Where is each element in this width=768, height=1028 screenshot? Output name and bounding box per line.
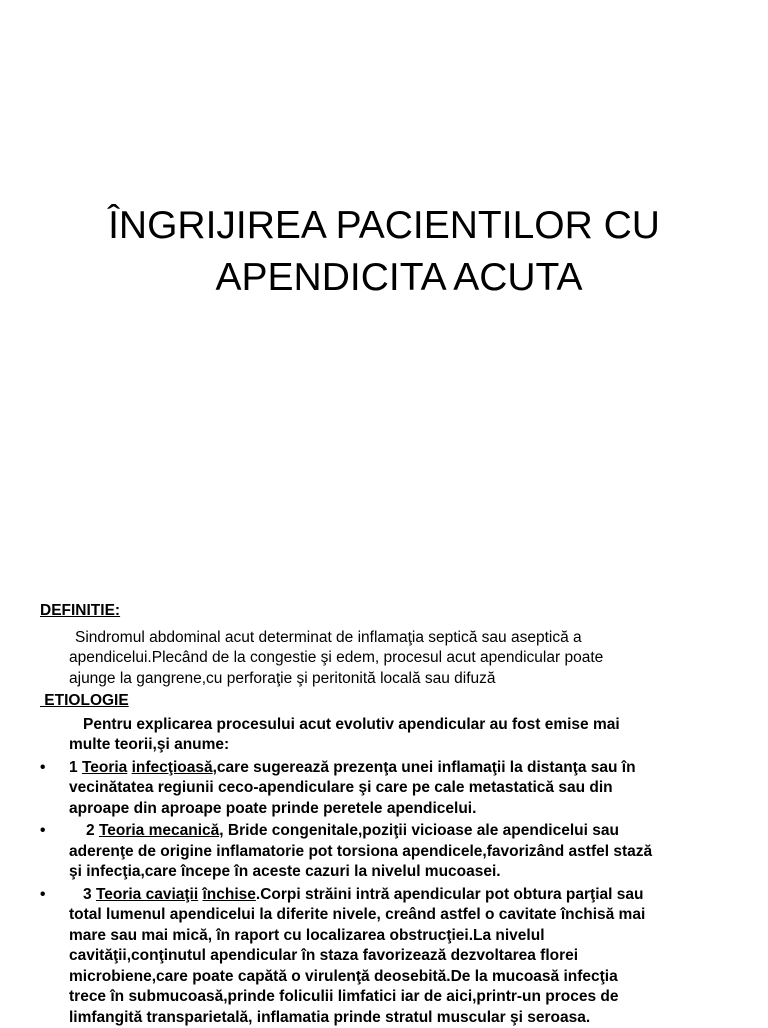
theory-line: limfangită transparietală, inflamatia prinde stratul muscular şi seroasa. <box>69 1008 730 1028</box>
etiologie-intro <box>40 715 730 756</box>
bullet-icon: • <box>40 885 60 906</box>
theory-line: aproape din aproape poate prinde peretele apendicelui. <box>69 799 730 820</box>
theory-name: Teoria caviaţii <box>96 886 198 903</box>
theory-line: şi infecţia,care începe în aceste cazuri la nivelul mucoasei. <box>69 862 730 883</box>
theory-name: infecţioasă <box>132 759 213 776</box>
etiologie-heading: ETIOLOGIE <box>40 691 730 712</box>
theory-line: trece în submucoasă,prinde foliculii limfatici iar de aici,printr-un proces de <box>69 987 730 1008</box>
theory-text: .Corpi străini intră apendicular pot obtura parţial sau <box>256 886 644 903</box>
definitie-paragraph <box>40 628 730 690</box>
title-line-2: APENDICITA ACUTA <box>0 252 768 304</box>
theory-number: 1 <box>69 759 78 776</box>
theory-line: mare sau mai mică, în raport cu localizarea obstrucţiei.La nivelul <box>69 926 730 947</box>
document-title <box>0 200 768 304</box>
theory-item-2 <box>40 821 730 883</box>
bullet-icon: • <box>40 758 60 779</box>
theory-number: 3 <box>83 886 92 903</box>
theory-line: cavităţii,conţinutul apendicular în staza favorizează dezvoltarea florei <box>69 946 730 967</box>
definitie-line: Sindromul abdominal acut determinat de inflamaţia septică sau aseptică a <box>69 628 730 649</box>
definitie-heading: DEFINITIE: <box>40 601 730 622</box>
title-line-1: ÎNGRIJIREA PACIENTILOR CU <box>0 200 768 252</box>
theory-item-3 <box>40 885 730 1028</box>
definitie-line: ajunge la gangrene,cu perforaţie şi peritonită locală sau difuză <box>69 669 730 690</box>
document-body <box>40 601 730 1028</box>
theory-line: vecinătatea regiunii ceco-apendiculare şi care pe cale metastatică sau din <box>69 778 730 799</box>
theory-line: total lumenul apendicelui la diferite nivele, creând astfel o cavitate închisă mai <box>69 905 730 926</box>
theory-line: aderenţe de origine inflamatorie pot torsiona apendicele,favorizând astfel stază <box>69 842 730 863</box>
theory-text: Bride congenitale,poziţii vicioase ale apendicelui sau <box>224 822 619 839</box>
theory-item-1 <box>40 758 730 820</box>
theory-line: microbiene,care poate capătă o virulenţă deosebită.De la mucoasă infecţia <box>69 967 730 988</box>
theory-number: 2 <box>86 822 95 839</box>
theory-name: Teoria <box>82 759 127 776</box>
bullet-icon: • <box>40 821 60 842</box>
theory-text: ,care sugerează prezenţa unei inflamaţii la distanţa sau în <box>213 759 636 776</box>
definitie-line: apendicelui.Plecând de la congestie şi edem, procesul acut apendicular poate <box>69 648 730 669</box>
theory-name: Teoria mecanică, <box>99 822 224 839</box>
intro-line: Pentru explicarea procesului acut evolutiv apendicular au fost emise mai <box>69 715 730 736</box>
theory-name: închise <box>202 886 255 903</box>
intro-line: multe teorii,şi anume: <box>69 735 730 756</box>
